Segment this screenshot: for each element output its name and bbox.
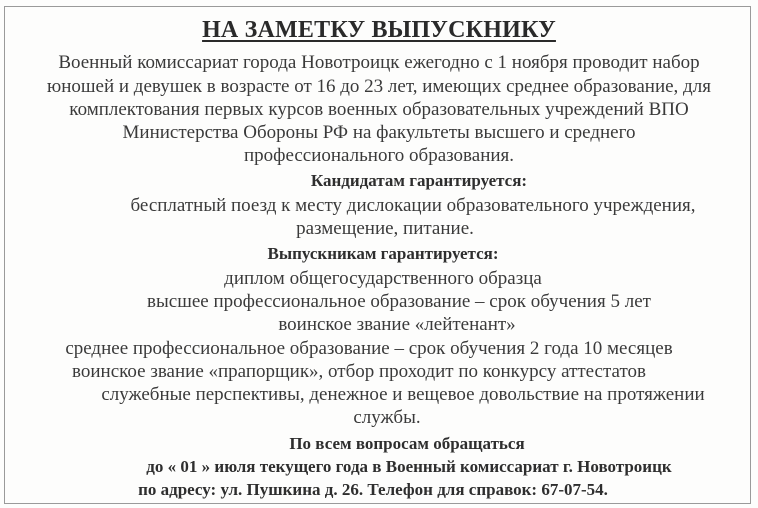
graduates-item: среднее профессиональное образование – срок обучения 2 года 10 месяцев bbox=[65, 338, 673, 359]
graduates-item: воинское звание «прапорщик», отбор проходит по конкурсу аттестатов bbox=[72, 361, 646, 382]
candidates-heading: Кандидатам гарантируется: bbox=[310, 171, 528, 190]
contact-line: по адресу: ул. Пушкина д. 26. Телефон для справок: 67-07-54. bbox=[138, 480, 608, 499]
intro-line: Военный комиссариат города Новотроицк ежегодно с 1 ноября проводит набор bbox=[58, 52, 700, 73]
graduates-item: службы. bbox=[353, 407, 421, 428]
graduates-item: воинское звание «лейтенант» bbox=[278, 314, 516, 335]
contact-heading: По всем вопросам обращаться bbox=[289, 434, 525, 453]
graduates-item: служебные перспективы, денежное и вещевое довольствие на протяжении bbox=[101, 384, 705, 405]
candidates-item: бесплатный поезд к месту дислокации образовательного учреждения, bbox=[130, 195, 696, 216]
intro-line: профессионального образования. bbox=[243, 145, 515, 166]
intro-line: юношей и девушек в возрасте от 16 до 23 лет, имеющих среднее образование, для bbox=[47, 76, 711, 97]
notice-title: НА ЗАМЕТКУ ВЫПУСКНИКУ bbox=[202, 17, 556, 43]
graduates-item: высшее профессиональное образование – срок обучения 5 лет bbox=[147, 291, 651, 312]
graduates-heading: Выпускникам гарантируется: bbox=[267, 244, 499, 263]
candidates-item: размещение, питание. bbox=[296, 218, 474, 239]
contact-line: до « 01 » июля текущего года в Военный комиссариат г. Новотроицк bbox=[146, 457, 672, 476]
graduates-item: диплом общегосударственного образца bbox=[224, 268, 542, 289]
intro-line: Министерства Обороны РФ на факультеты высшего и среднего bbox=[122, 122, 636, 143]
intro-line: комплектования первых курсов военных образовательных учреждений ВПО bbox=[69, 99, 689, 120]
